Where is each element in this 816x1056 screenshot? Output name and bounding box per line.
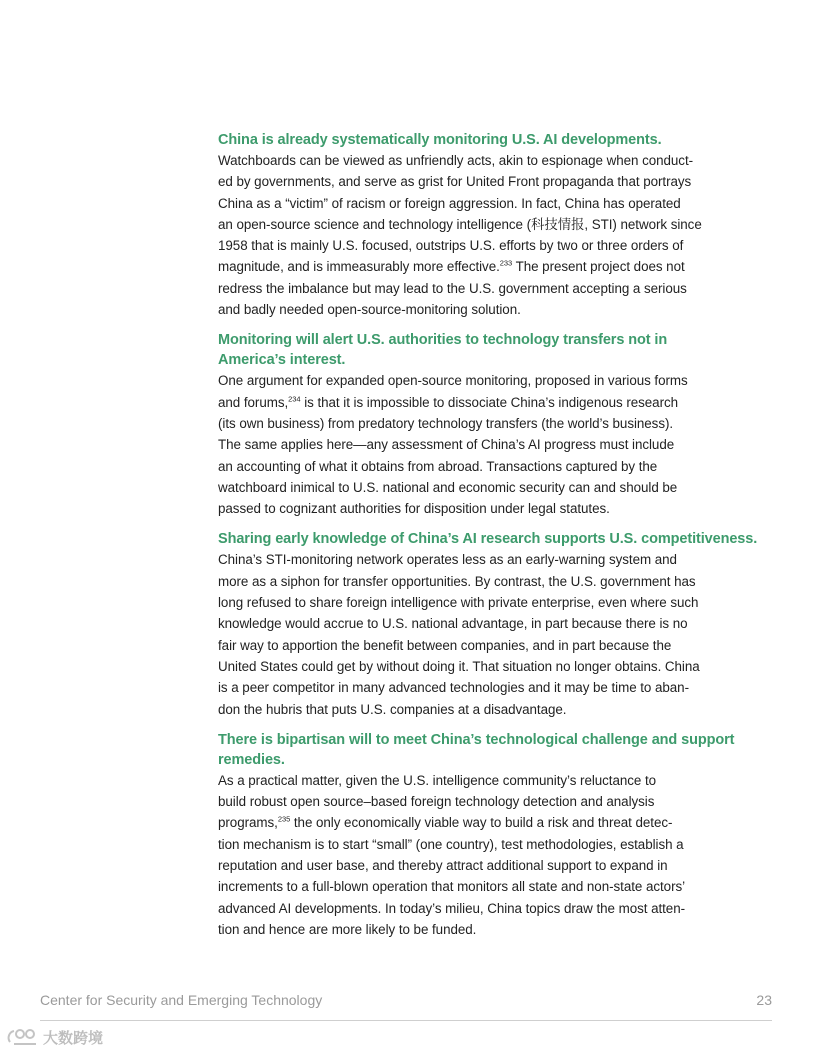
line-text: watchboard inimical to U.S. national and economic security can and should be — [218, 479, 678, 495]
paragraph-line — [218, 656, 738, 677]
heading-line: Monitoring will alert U.S. authorities to technology transfers not in — [218, 332, 668, 349]
paragraph-line — [218, 549, 738, 570]
paragraph-line — [218, 193, 738, 214]
page-number: 23 — [756, 992, 772, 1008]
line-text: long refused to share foreign intelligence with private enterprise, even where such — [218, 595, 699, 611]
page-footer — [40, 990, 772, 1021]
line-text: and forums, — [218, 394, 289, 410]
line-text: (its own business) from predatory technology transfers (the world’s business). — [218, 415, 674, 431]
line-text: is a peer competitor in many advanced technologies and it may be time to aban- — [218, 680, 689, 696]
section-heading — [218, 130, 738, 150]
line-text: China’s STI-monitoring network operates less as an early-warning system and — [218, 552, 677, 568]
paragraph-line — [218, 919, 738, 940]
paragraph-line — [218, 370, 738, 391]
section-paragraph — [218, 549, 738, 719]
footer-organization: Center for Security and Emerging Technology — [40, 992, 323, 1008]
line-text: One argument for expanded open-source monitoring, proposed in various forms — [218, 373, 688, 389]
section-paragraph — [218, 370, 738, 519]
paragraph-line — [218, 699, 738, 720]
paragraph-line — [218, 477, 738, 498]
section-2 — [218, 330, 738, 519]
section-heading — [218, 730, 738, 770]
section-paragraph — [218, 150, 738, 320]
paragraph-line — [218, 235, 738, 256]
line-text: build robust open source–based foreign technology detection and analysis — [218, 794, 655, 810]
line-text: don the hubris that puts U.S. companies at a disadvantage. — [218, 701, 567, 717]
paragraph-line — [218, 613, 738, 634]
paragraph-line — [218, 278, 738, 299]
watermark-text: 大数跨境 — [43, 1029, 104, 1047]
paragraph-line — [218, 434, 738, 455]
section-heading — [218, 529, 758, 549]
section-paragraph — [218, 770, 738, 940]
paragraph-line — [218, 150, 738, 171]
paragraph-line — [218, 812, 738, 833]
section-1 — [218, 130, 738, 320]
paragraph-line — [218, 214, 738, 235]
paragraph-line — [218, 256, 738, 277]
line-text: more as a siphon for transfer opportunities. By contrast, the U.S. government has — [218, 573, 696, 589]
document-body — [218, 130, 758, 950]
footnote-ref[interactable]: 233 — [499, 259, 513, 269]
line-text: passed to cognizant authorities for disposition under legal statutes. — [218, 501, 610, 517]
line-text: The same applies here—any assessment of China’s AI progress must include — [218, 437, 675, 453]
section-4 — [218, 730, 738, 940]
line-text: redress the imbalance but may lead to the U.S. government accepting a serious — [218, 280, 687, 296]
footnote-ref[interactable]: 235 — [277, 814, 291, 824]
paragraph-line — [218, 456, 738, 477]
paragraph-line — [218, 299, 738, 320]
paragraph-line — [218, 635, 738, 656]
line-text: fair way to apportion the benefit between companies, and in part because the — [218, 637, 672, 653]
line-text: an open-source science and technology intelligence (科技情报, STI) network since — [218, 216, 702, 232]
line-text: China as a “victim” of racism or foreign aggression. In fact, China has operated — [218, 195, 681, 211]
paragraph-line — [218, 876, 738, 897]
line-text: knowledge would accrue to U.S. national advantage, in part because there is no — [218, 616, 688, 632]
section-3 — [218, 529, 758, 719]
paragraph-line — [218, 677, 738, 698]
line-text: programs, — [218, 815, 278, 831]
heading-line: There is bipartisan will to meet China’s technological challenge and support — [218, 731, 735, 748]
watermark — [6, 1026, 103, 1048]
footnote-ref[interactable]: 234 — [288, 394, 301, 404]
line-text: advanced AI developments. In today’s milieu, China topics draw the most atten- — [218, 900, 686, 916]
line-text: magnitude, and is immeasurably more effective. — [218, 259, 500, 275]
heading-line: remedies. — [218, 751, 285, 768]
line-text: and badly needed open-source-monitoring solution. — [218, 302, 521, 318]
line-text: tion mechanism is to start “small” (one country), test methodologies, establish a — [218, 836, 684, 852]
line-text: Watchboards can be viewed as unfriendly acts, akin to espionage when conduct- — [218, 153, 694, 168]
paragraph-line — [218, 855, 738, 876]
line-text: tion and hence are more likely to be funded. — [218, 921, 477, 937]
paragraph-line — [218, 791, 738, 812]
line-text: ed by governments, and serve as grist for United Front propaganda that portrays — [218, 174, 692, 190]
line-text: increments to a full-blown operation that monitors all state and non-state actors’ — [218, 879, 686, 895]
line-text: 1958 that is mainly U.S. focused, outstrips U.S. efforts by two or three orders of — [218, 238, 684, 254]
line-text-after: the only economically viable way to build a risk and threat detec- — [290, 815, 673, 831]
paragraph-line — [218, 392, 738, 413]
paragraph-line — [218, 413, 738, 434]
paragraph-line — [218, 834, 738, 855]
paragraph-line — [218, 592, 738, 613]
line-text: an accounting of what it obtains from abroad. Transactions captured by the — [218, 458, 658, 474]
heading-line: America’s interest. — [218, 352, 346, 369]
section-heading — [218, 330, 738, 370]
paragraph-line — [218, 171, 738, 192]
line-text: As a practical matter, given the U.S. intelligence community’s reluctance to — [218, 772, 657, 788]
paragraph-line — [218, 571, 738, 592]
line-text: United States could get by without doing it. That situation no longer obtains. China — [218, 658, 700, 674]
heading-line: Sharing early knowledge of China’s AI research supports U.S. competitiveness. — [218, 531, 758, 548]
line-text: reputation and user base, and thereby attract additional support to expand in — [218, 858, 668, 874]
line-text-after: is that it is impossible to dissociate China’s indigenous research — [300, 394, 679, 410]
line-text-after: The present project does not — [512, 259, 685, 275]
paragraph-line — [218, 898, 738, 919]
heading-line: China is already systematically monitoring U.S. AI developments. — [218, 132, 662, 148]
watermark-logo-icon — [6, 1026, 40, 1048]
paragraph-line — [218, 770, 738, 791]
paragraph-line — [218, 498, 738, 519]
